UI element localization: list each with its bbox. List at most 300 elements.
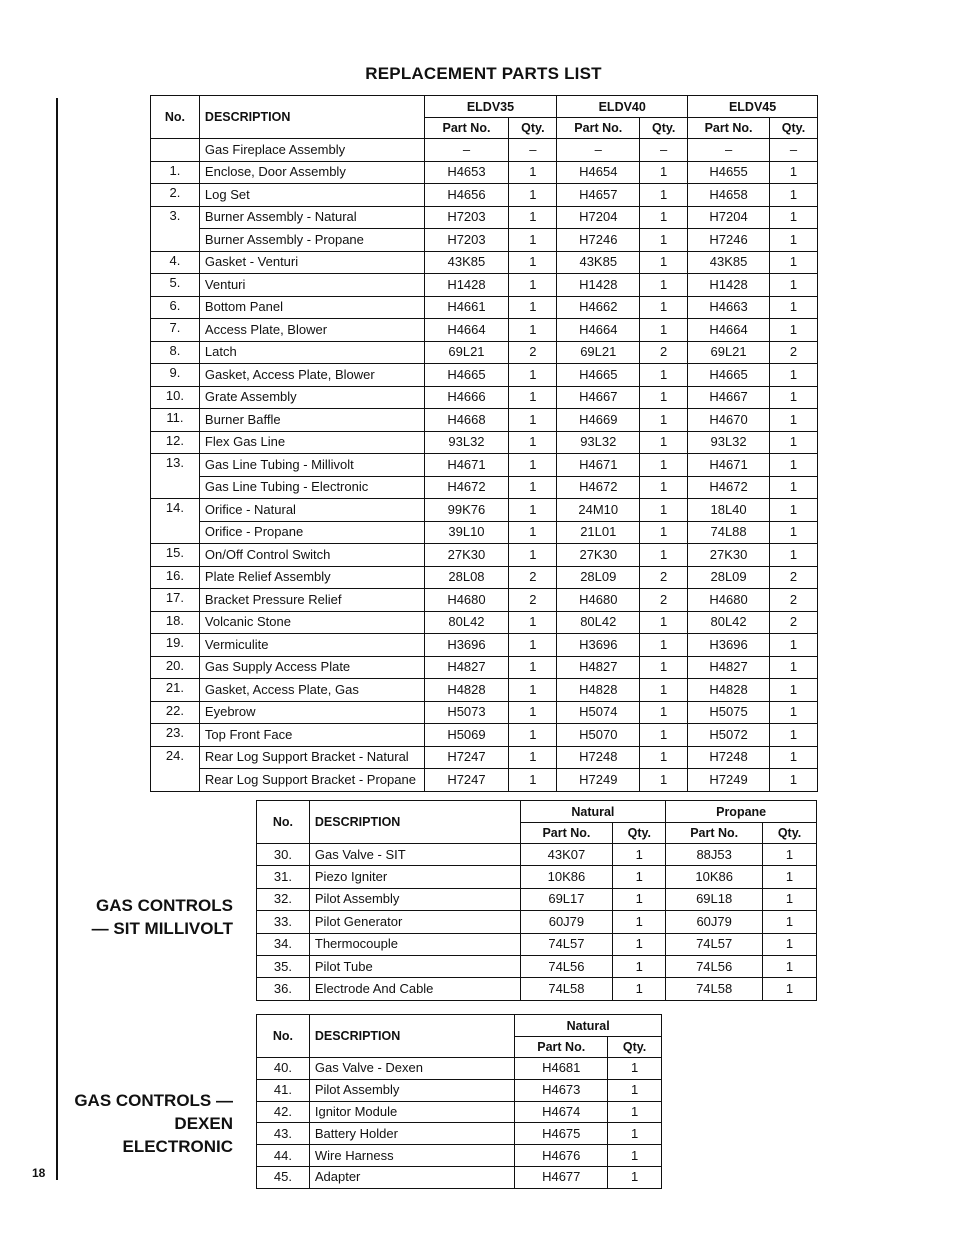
- part-number: H4828: [688, 679, 770, 702]
- part-number: H4680: [424, 589, 509, 612]
- header-part-no: Part No.: [688, 118, 770, 139]
- item-description: Vermiculite: [199, 634, 424, 657]
- quantity: 1: [640, 521, 688, 544]
- item-description: Gasket, Access Plate, Gas: [199, 679, 424, 702]
- item-number: 41.: [257, 1079, 310, 1101]
- part-number: H4667: [688, 386, 770, 409]
- part-number: H4664: [557, 319, 640, 342]
- part-number: H4675: [515, 1123, 608, 1145]
- quantity: 1: [509, 386, 557, 409]
- part-number: –: [557, 139, 640, 162]
- quantity: 1: [608, 1058, 662, 1080]
- table-row: [151, 746, 818, 769]
- table-row: [257, 1101, 662, 1123]
- item-description: Gas Line Tubing - Electronic: [199, 476, 424, 499]
- quantity: 1: [770, 206, 818, 229]
- quantity: 1: [509, 724, 557, 747]
- table-row: [257, 1058, 662, 1080]
- header-part-no: Part No.: [515, 1037, 608, 1058]
- header-part-no: Part No.: [424, 118, 509, 139]
- quantity: 1: [640, 701, 688, 724]
- quantity: 1: [770, 184, 818, 207]
- sit-millivolt-table: [256, 800, 817, 1001]
- quantity: 1: [640, 386, 688, 409]
- replacement-parts-table: [150, 95, 818, 792]
- part-number: 69L21: [688, 341, 770, 364]
- item-description: Orifice - Natural: [199, 499, 424, 522]
- header-natural: Natural: [520, 801, 666, 823]
- part-number: 74L58: [520, 978, 613, 1000]
- dexen-electronic-table: [256, 1014, 662, 1189]
- item-number: 18.: [151, 611, 200, 634]
- quantity: 1: [509, 679, 557, 702]
- part-number: H1428: [557, 274, 640, 297]
- item-number: 32.: [257, 888, 310, 910]
- part-number: 18L40: [688, 499, 770, 522]
- quantity: 1: [640, 431, 688, 454]
- quantity: 1: [640, 476, 688, 499]
- quantity: 1: [640, 656, 688, 679]
- quantity: 1: [763, 933, 817, 955]
- quantity: 1: [770, 229, 818, 252]
- item-description: Flex Gas Line: [199, 431, 424, 454]
- part-number: H4662: [557, 296, 640, 319]
- quantity: 1: [509, 701, 557, 724]
- header-qty: Qty.: [613, 823, 666, 844]
- quantity: 1: [770, 364, 818, 387]
- header-qty: Qty.: [763, 823, 817, 844]
- header-qty: Qty.: [509, 118, 557, 139]
- table-row: [151, 319, 818, 342]
- part-number: 93L32: [557, 431, 640, 454]
- header-model-eldv35: ELDV35: [424, 96, 557, 118]
- table-row: [151, 521, 818, 544]
- table-row: [151, 341, 818, 364]
- part-number: H7203: [424, 206, 509, 229]
- part-number: H4665: [688, 364, 770, 387]
- table-row: [151, 409, 818, 432]
- part-number: 69L17: [520, 888, 613, 910]
- part-number: H4672: [424, 476, 509, 499]
- table-row: [257, 911, 817, 933]
- part-number: H7204: [688, 206, 770, 229]
- part-number: H4828: [424, 679, 509, 702]
- item-description: Access Plate, Blower: [199, 319, 424, 342]
- part-number: H7204: [557, 206, 640, 229]
- table-row: [151, 364, 818, 387]
- item-description: Piezo Igniter: [309, 866, 520, 888]
- table-row: [151, 251, 818, 274]
- item-description: Rear Log Support Bracket - Propane: [199, 769, 424, 792]
- quantity: 1: [509, 634, 557, 657]
- item-number: 42.: [257, 1101, 310, 1123]
- item-number: 40.: [257, 1058, 310, 1080]
- item-number: 20.: [151, 656, 200, 679]
- part-number: H4676: [515, 1145, 608, 1167]
- quantity: 1: [640, 161, 688, 184]
- part-number: H7248: [688, 746, 770, 769]
- table-row: [151, 431, 818, 454]
- table-row: [151, 184, 818, 207]
- header-model-eldv40: ELDV40: [557, 96, 688, 118]
- part-number: 43K85: [557, 251, 640, 274]
- item-number: [151, 769, 200, 792]
- table-row: [257, 1145, 662, 1167]
- part-number: H4668: [424, 409, 509, 432]
- quantity: 2: [640, 589, 688, 612]
- table-row: [151, 386, 818, 409]
- part-number: H4664: [688, 319, 770, 342]
- table-row: [257, 955, 817, 977]
- quantity: 1: [640, 229, 688, 252]
- quantity: 1: [509, 229, 557, 252]
- part-number: H7246: [688, 229, 770, 252]
- quantity: 1: [770, 746, 818, 769]
- item-description: Bracket Pressure Relief: [199, 589, 424, 612]
- quantity: 1: [640, 724, 688, 747]
- quantity: 1: [770, 319, 818, 342]
- part-number: H4669: [557, 409, 640, 432]
- quantity: 1: [640, 611, 688, 634]
- quantity: 1: [763, 866, 817, 888]
- quantity: 1: [770, 521, 818, 544]
- part-number: H4672: [688, 476, 770, 499]
- part-number: 69L18: [666, 888, 763, 910]
- part-number: 43K85: [688, 251, 770, 274]
- quantity: 1: [770, 679, 818, 702]
- quantity: 2: [770, 341, 818, 364]
- part-number: H4828: [557, 679, 640, 702]
- item-number: 15.: [151, 544, 200, 567]
- item-description: Eyebrow: [199, 701, 424, 724]
- quantity: 2: [509, 589, 557, 612]
- quantity: 1: [640, 746, 688, 769]
- quantity: 1: [509, 521, 557, 544]
- table-row: [151, 724, 818, 747]
- part-number: H4663: [688, 296, 770, 319]
- item-number: 21.: [151, 679, 200, 702]
- item-number: 8.: [151, 341, 200, 364]
- quantity: 1: [640, 274, 688, 297]
- table-row: [257, 933, 817, 955]
- header-part-no: Part No.: [557, 118, 640, 139]
- part-number: 80L42: [557, 611, 640, 634]
- part-number: 93L32: [688, 431, 770, 454]
- quantity: 1: [509, 431, 557, 454]
- quantity: 1: [770, 769, 818, 792]
- quantity: 1: [640, 499, 688, 522]
- quantity: 1: [509, 769, 557, 792]
- quantity: –: [770, 139, 818, 162]
- quantity: 1: [509, 161, 557, 184]
- item-number: 10.: [151, 386, 200, 409]
- part-number: 74L56: [666, 955, 763, 977]
- part-number: H1428: [424, 274, 509, 297]
- part-number: H4654: [557, 161, 640, 184]
- part-number: 28L09: [557, 566, 640, 589]
- part-number: H4661: [424, 296, 509, 319]
- table-row: [151, 679, 818, 702]
- table-row: [257, 866, 817, 888]
- item-description: On/Off Control Switch: [199, 544, 424, 567]
- quantity: 2: [509, 341, 557, 364]
- item-number: 4.: [151, 251, 200, 274]
- part-number: H4656: [424, 184, 509, 207]
- part-number: H5072: [688, 724, 770, 747]
- item-description: Pilot Tube: [309, 955, 520, 977]
- table-row: [151, 274, 818, 297]
- quantity: 1: [640, 454, 688, 477]
- item-description: Gas Valve - Dexen: [309, 1058, 515, 1080]
- quantity: 1: [608, 1123, 662, 1145]
- part-number: H4664: [424, 319, 509, 342]
- part-number: H5070: [557, 724, 640, 747]
- table-row: [151, 611, 818, 634]
- table-row: [151, 454, 818, 477]
- table-row: [257, 844, 817, 866]
- header-description: DESCRIPTION: [199, 96, 424, 139]
- part-number: H7247: [424, 769, 509, 792]
- item-number: 44.: [257, 1145, 310, 1167]
- quantity: 1: [770, 296, 818, 319]
- part-number: 80L42: [424, 611, 509, 634]
- quantity: 1: [509, 476, 557, 499]
- item-description: Electrode And Cable: [309, 978, 520, 1000]
- quantity: –: [640, 139, 688, 162]
- part-number: H4827: [557, 656, 640, 679]
- item-number: 14.: [151, 499, 200, 522]
- part-number: H4673: [515, 1079, 608, 1101]
- part-number: H4671: [557, 454, 640, 477]
- part-number: 60J79: [666, 911, 763, 933]
- table-row: [151, 161, 818, 184]
- part-number: H4681: [515, 1058, 608, 1080]
- dexen-heading-line2: DEXEN ELECTRONIC: [122, 1114, 233, 1156]
- item-description: Wire Harness: [309, 1145, 515, 1167]
- header-qty: Qty.: [608, 1037, 662, 1058]
- part-number: 80L42: [688, 611, 770, 634]
- quantity: 1: [770, 724, 818, 747]
- table-row: [151, 701, 818, 724]
- header-description: DESCRIPTION: [309, 1015, 515, 1058]
- part-number: 27K30: [557, 544, 640, 567]
- quantity: 2: [640, 566, 688, 589]
- table-row: [151, 589, 818, 612]
- item-number: 5.: [151, 274, 200, 297]
- part-number: H4680: [688, 589, 770, 612]
- part-number: H5069: [424, 724, 509, 747]
- quantity: 1: [640, 364, 688, 387]
- header-qty: Qty.: [770, 118, 818, 139]
- part-number: H3696: [688, 634, 770, 657]
- part-number: H5075: [688, 701, 770, 724]
- quantity: 1: [613, 955, 666, 977]
- part-number: H7246: [557, 229, 640, 252]
- quantity: 1: [509, 206, 557, 229]
- quantity: 1: [509, 656, 557, 679]
- part-number: H1428: [688, 274, 770, 297]
- item-number: [151, 229, 200, 252]
- quantity: 1: [640, 296, 688, 319]
- part-number: 74L57: [666, 933, 763, 955]
- quantity: 1: [509, 296, 557, 319]
- part-number: 28L08: [424, 566, 509, 589]
- part-number: H7247: [424, 746, 509, 769]
- part-number: H4655: [688, 161, 770, 184]
- item-description: Gas Supply Access Plate: [199, 656, 424, 679]
- table-row: [151, 139, 818, 162]
- quantity: 1: [770, 476, 818, 499]
- item-number: 11.: [151, 409, 200, 432]
- item-number: 3.: [151, 206, 200, 229]
- part-number: 88J53: [666, 844, 763, 866]
- item-description: Pilot Assembly: [309, 1079, 515, 1101]
- item-description: Gasket - Venturi: [199, 251, 424, 274]
- item-number: [151, 521, 200, 544]
- table-row: [151, 769, 818, 792]
- quantity: 1: [770, 544, 818, 567]
- item-number: [151, 139, 200, 162]
- table-row: [257, 978, 817, 1000]
- quantity: 1: [640, 634, 688, 657]
- item-description: Volcanic Stone: [199, 611, 424, 634]
- quantity: 1: [770, 454, 818, 477]
- item-description: Venturi: [199, 274, 424, 297]
- header-part-no: Part No.: [666, 823, 763, 844]
- quantity: 1: [608, 1166, 662, 1188]
- quantity: 1: [763, 955, 817, 977]
- part-number: H4665: [424, 364, 509, 387]
- quantity: 1: [509, 184, 557, 207]
- item-number: 24.: [151, 746, 200, 769]
- header-model-eldv45: ELDV45: [688, 96, 818, 118]
- table-row: [151, 476, 818, 499]
- part-number: H3696: [557, 634, 640, 657]
- item-number: 33.: [257, 911, 310, 933]
- header-no: No.: [257, 1015, 310, 1058]
- part-number: H4677: [515, 1166, 608, 1188]
- quantity: 1: [509, 364, 557, 387]
- dexen-electronic-heading: [60, 1089, 233, 1158]
- quantity: 1: [640, 184, 688, 207]
- header-part-no: Part No.: [520, 823, 613, 844]
- item-description: Gas Fireplace Assembly: [199, 139, 424, 162]
- quantity: 1: [770, 386, 818, 409]
- item-number: 43.: [257, 1123, 310, 1145]
- table-row: [151, 634, 818, 657]
- item-description: Gas Valve - SIT: [309, 844, 520, 866]
- item-number: 1.: [151, 161, 200, 184]
- item-number: [151, 476, 200, 499]
- item-description: Latch: [199, 341, 424, 364]
- item-number: 9.: [151, 364, 200, 387]
- quantity: 1: [640, 409, 688, 432]
- part-number: 39L10: [424, 521, 509, 544]
- item-number: 7.: [151, 319, 200, 342]
- item-description: Gas Line Tubing - Millivolt: [199, 454, 424, 477]
- part-number: H4680: [557, 589, 640, 612]
- item-number: 30.: [257, 844, 310, 866]
- quantity: 1: [640, 206, 688, 229]
- quantity: 1: [770, 431, 818, 454]
- part-number: 10K86: [666, 866, 763, 888]
- part-number: 74L57: [520, 933, 613, 955]
- item-number: 19.: [151, 634, 200, 657]
- item-description: Thermocouple: [309, 933, 520, 955]
- quantity: 2: [770, 589, 818, 612]
- part-number: H4657: [557, 184, 640, 207]
- table-row: [257, 1079, 662, 1101]
- quantity: 1: [763, 911, 817, 933]
- quantity: 1: [608, 1145, 662, 1167]
- table-row: [257, 888, 817, 910]
- table-row: [151, 296, 818, 319]
- item-number: 45.: [257, 1166, 310, 1188]
- page-number: 18: [32, 1166, 46, 1180]
- item-number: 6.: [151, 296, 200, 319]
- part-number: H4827: [688, 656, 770, 679]
- quantity: 1: [770, 656, 818, 679]
- part-number: H7249: [688, 769, 770, 792]
- page-title: REPLACEMENT PARTS LIST: [365, 64, 602, 83]
- quantity: 1: [613, 911, 666, 933]
- quantity: 2: [640, 341, 688, 364]
- quantity: 1: [640, 319, 688, 342]
- table-row: [257, 1123, 662, 1145]
- part-number: H4653: [424, 161, 509, 184]
- sit-heading-line1: GAS CONTROLS: [96, 896, 233, 915]
- header-propane: Propane: [666, 801, 817, 823]
- part-number: 27K30: [424, 544, 509, 567]
- item-description: Pilot Generator: [309, 911, 520, 933]
- dexen-heading-line1: GAS CONTROLS —: [74, 1091, 233, 1110]
- item-description: Ignitor Module: [309, 1101, 515, 1123]
- item-number: 12.: [151, 431, 200, 454]
- part-number: H4666: [424, 386, 509, 409]
- table-row: [151, 229, 818, 252]
- item-number: 34.: [257, 933, 310, 955]
- item-number: 13.: [151, 454, 200, 477]
- part-number: 43K85: [424, 251, 509, 274]
- item-description: Log Set: [199, 184, 424, 207]
- part-number: 24M10: [557, 499, 640, 522]
- quantity: 1: [613, 866, 666, 888]
- quantity: 1: [509, 409, 557, 432]
- quantity: 1: [509, 544, 557, 567]
- quantity: 2: [509, 566, 557, 589]
- item-number: 23.: [151, 724, 200, 747]
- quantity: 1: [640, 251, 688, 274]
- item-description: Pilot Assembly: [309, 888, 520, 910]
- part-number: H7203: [424, 229, 509, 252]
- table-row: [151, 656, 818, 679]
- table-row: [151, 544, 818, 567]
- quantity: 1: [608, 1079, 662, 1101]
- part-number: H7249: [557, 769, 640, 792]
- part-number: 99K76: [424, 499, 509, 522]
- part-number: 28L09: [688, 566, 770, 589]
- sit-heading-line2: — SIT MILLIVOLT: [91, 919, 233, 938]
- table-row: [257, 1166, 662, 1188]
- quantity: 2: [770, 611, 818, 634]
- item-description: Adapter: [309, 1166, 515, 1188]
- item-description: Burner Baffle: [199, 409, 424, 432]
- quantity: 1: [509, 454, 557, 477]
- quantity: 1: [640, 769, 688, 792]
- quantity: 1: [640, 679, 688, 702]
- quantity: –: [509, 139, 557, 162]
- part-number: H4671: [424, 454, 509, 477]
